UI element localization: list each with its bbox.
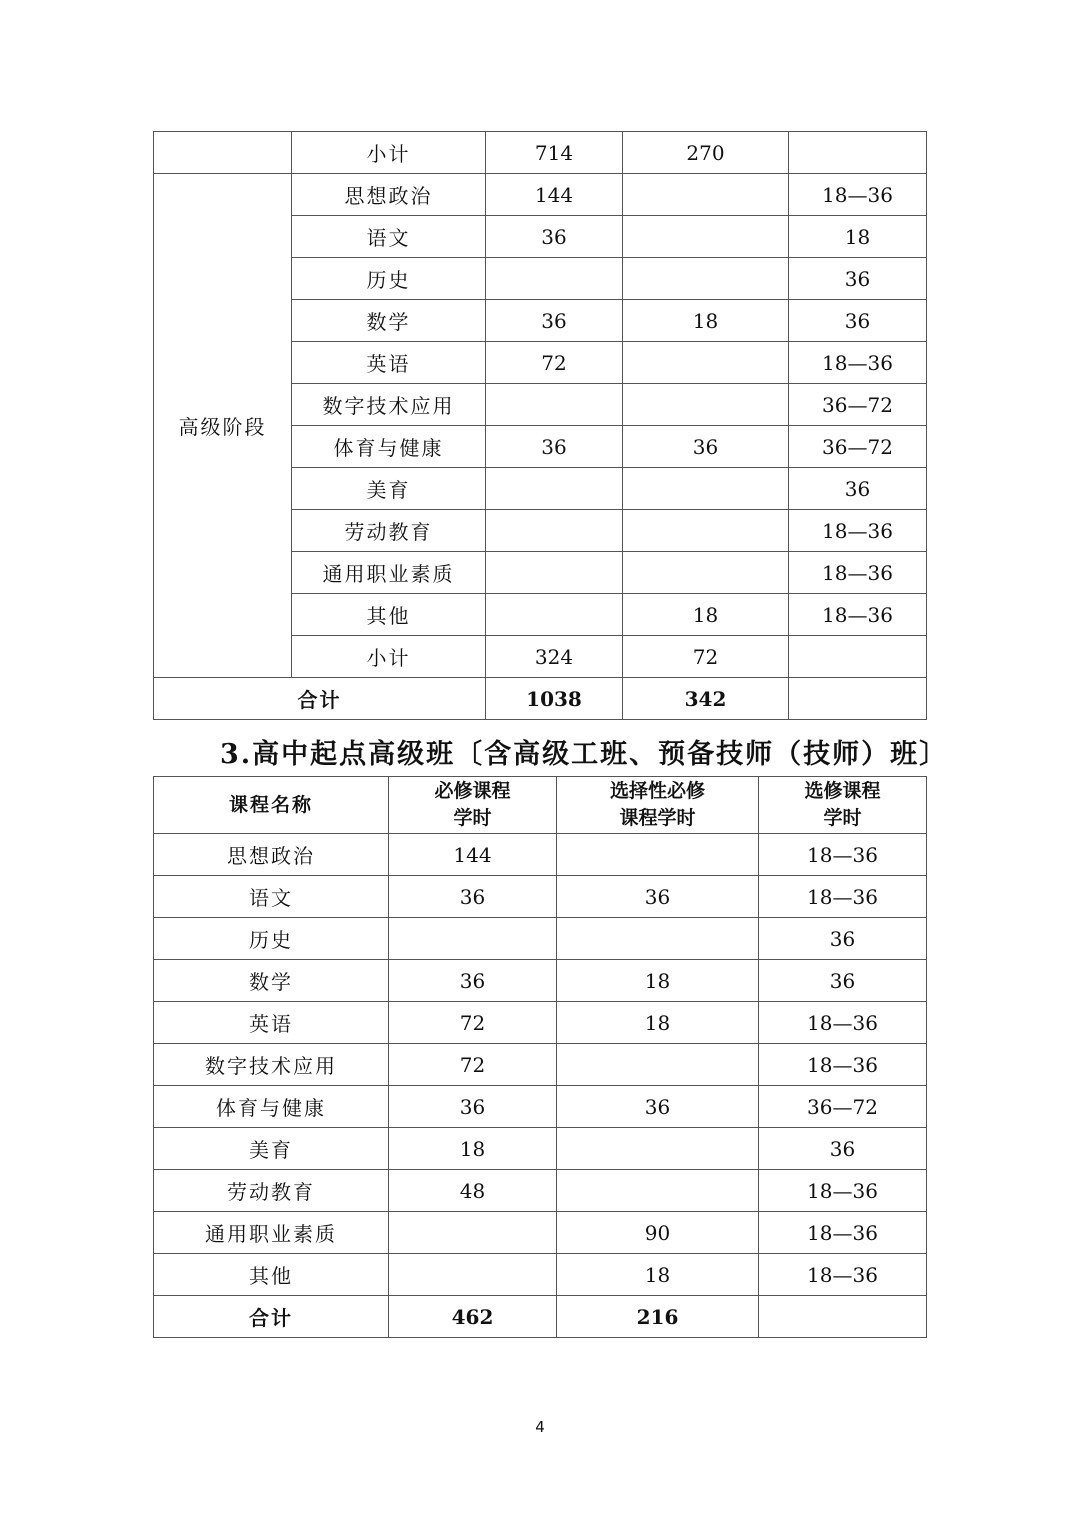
course-name: 体育与健康 — [292, 426, 486, 468]
header-line: 选修课程 — [804, 780, 881, 802]
required-hours — [486, 594, 623, 636]
elective-required-hours: 18 — [623, 300, 789, 342]
required-hours: 48 — [389, 1170, 557, 1212]
total-label: 合计 — [154, 1296, 389, 1338]
elective-required-hours — [623, 384, 789, 426]
elective-hours: 18—36 — [759, 1254, 927, 1296]
header-line: 选择性必修 — [609, 780, 705, 802]
elective-hours: 18—36 — [789, 342, 927, 384]
required-hours: 72 — [389, 1002, 557, 1044]
section-title: 3.高中起点高级班〔含高级工班、预备技师（技师）班〕 — [220, 739, 949, 770]
course-name: 英语 — [292, 342, 486, 384]
elective-hours: 18—36 — [789, 552, 927, 594]
required-hours: 36 — [486, 300, 623, 342]
total-required-hours: 462 — [389, 1296, 557, 1338]
elective-hours: 36—72 — [789, 384, 927, 426]
total-required-hours: 1038 — [486, 678, 623, 720]
course-name: 通用职业素质 — [292, 552, 486, 594]
course-name: 体育与健康 — [154, 1086, 389, 1128]
table-row — [154, 1170, 927, 1212]
elective-required-hours — [623, 510, 789, 552]
elective-required-hours: 36 — [557, 1086, 759, 1128]
required-hours: 36 — [486, 216, 623, 258]
total-elective-required-hours: 216 — [557, 1296, 759, 1338]
course-name: 其他 — [154, 1254, 389, 1296]
course-name: 思想政治 — [292, 174, 486, 216]
table-advanced-stage — [153, 131, 927, 720]
course-name: 数字技术应用 — [154, 1044, 389, 1086]
elective-hours: 36—72 — [789, 426, 927, 468]
table-row — [154, 132, 927, 174]
table-row — [154, 834, 927, 876]
elective-hours: 36 — [759, 1128, 927, 1170]
table-row — [154, 876, 927, 918]
elective-required-hours — [557, 1128, 759, 1170]
elective-required-hours — [623, 216, 789, 258]
elective-required-hours: 90 — [557, 1212, 759, 1254]
elective-hours: 36 — [789, 258, 927, 300]
required-hours — [389, 1212, 557, 1254]
required-hours — [486, 384, 623, 426]
table-row — [154, 1212, 927, 1254]
elective-required-hours — [623, 468, 789, 510]
elective-required-hours — [623, 342, 789, 384]
header-elective-hours — [759, 777, 927, 834]
course-name: 通用职业素质 — [154, 1212, 389, 1254]
total-elective-hours — [789, 678, 927, 720]
required-hours — [389, 1254, 557, 1296]
required-hours: 324 — [486, 636, 623, 678]
elective-hours: 18—36 — [789, 510, 927, 552]
elective-hours: 36—72 — [759, 1086, 927, 1128]
table-row — [154, 918, 927, 960]
stage-label: 高级阶段 — [154, 174, 292, 678]
elective-hours: 36 — [789, 300, 927, 342]
elective-hours: 36 — [759, 918, 927, 960]
header-line: 学时 — [823, 807, 862, 829]
total-label: 合计 — [154, 678, 486, 720]
elective-hours: 36 — [759, 960, 927, 1002]
table-row — [154, 1002, 927, 1044]
required-hours — [389, 918, 557, 960]
elective-hours: 36 — [789, 468, 927, 510]
elective-required-hours: 72 — [623, 636, 789, 678]
elective-required-hours: 18 — [557, 960, 759, 1002]
elective-hours: 18 — [789, 216, 927, 258]
required-hours: 36 — [389, 876, 557, 918]
elective-required-hours — [623, 552, 789, 594]
course-name: 劳动教育 — [292, 510, 486, 552]
required-hours — [486, 258, 623, 300]
elective-required-hours: 36 — [623, 426, 789, 468]
required-hours — [486, 468, 623, 510]
elective-hours — [789, 636, 927, 678]
required-hours: 144 — [486, 174, 623, 216]
elective-required-hours — [623, 258, 789, 300]
page-number: 4 — [535, 1418, 545, 1436]
elective-required-hours: 18 — [557, 1254, 759, 1296]
elective-required-hours — [557, 834, 759, 876]
course-name: 美育 — [154, 1128, 389, 1170]
table-cell — [154, 132, 292, 174]
header-required-hours — [389, 777, 557, 834]
table-row-total — [154, 678, 927, 720]
header-line: 课程学时 — [619, 807, 696, 829]
course-name: 小计 — [292, 132, 486, 174]
course-name: 语文 — [154, 876, 389, 918]
elective-hours: 18—36 — [759, 1212, 927, 1254]
table-high-school-advanced-class — [153, 776, 927, 1338]
required-hours — [486, 510, 623, 552]
table-row-total — [154, 1296, 927, 1338]
elective-hours: 18—36 — [759, 876, 927, 918]
elective-required-hours: 270 — [623, 132, 789, 174]
course-name: 其他 — [292, 594, 486, 636]
course-name: 语文 — [292, 216, 486, 258]
course-name: 历史 — [154, 918, 389, 960]
elective-hours: 18—36 — [759, 834, 927, 876]
header-line: 必修课程 — [434, 780, 511, 802]
course-name: 劳动教育 — [154, 1170, 389, 1212]
required-hours: 714 — [486, 132, 623, 174]
elective-hours: 18—36 — [759, 1170, 927, 1212]
total-elective-required-hours: 342 — [623, 678, 789, 720]
required-hours: 36 — [389, 960, 557, 1002]
course-name: 历史 — [292, 258, 486, 300]
course-name: 数学 — [292, 300, 486, 342]
elective-required-hours — [557, 1044, 759, 1086]
course-name: 美育 — [292, 468, 486, 510]
header-course-name: 课程名称 — [154, 777, 389, 834]
course-name: 数字技术应用 — [292, 384, 486, 426]
table-row — [154, 174, 927, 216]
required-hours: 144 — [389, 834, 557, 876]
elective-required-hours — [557, 918, 759, 960]
elective-required-hours — [623, 174, 789, 216]
table-row — [154, 960, 927, 1002]
header-elective-required-hours — [557, 777, 759, 834]
course-name: 数学 — [154, 960, 389, 1002]
elective-required-hours: 36 — [557, 876, 759, 918]
elective-hours: 18—36 — [789, 594, 927, 636]
elective-hours: 18—36 — [759, 1044, 927, 1086]
total-elective-hours — [759, 1296, 927, 1338]
required-hours — [486, 552, 623, 594]
elective-hours: 18—36 — [789, 174, 927, 216]
elective-required-hours — [557, 1170, 759, 1212]
table-header-row — [154, 777, 927, 834]
table-row — [154, 1254, 927, 1296]
course-name: 英语 — [154, 1002, 389, 1044]
elective-required-hours: 18 — [557, 1002, 759, 1044]
elective-required-hours: 18 — [623, 594, 789, 636]
table-row — [154, 1128, 927, 1170]
table-row — [154, 1086, 927, 1128]
elective-hours — [789, 132, 927, 174]
required-hours: 72 — [486, 342, 623, 384]
required-hours: 18 — [389, 1128, 557, 1170]
required-hours: 72 — [389, 1044, 557, 1086]
table-row — [154, 1044, 927, 1086]
required-hours: 36 — [389, 1086, 557, 1128]
header-line: 学时 — [453, 807, 492, 829]
course-name: 小计 — [292, 636, 486, 678]
elective-hours: 18—36 — [759, 1002, 927, 1044]
required-hours: 36 — [486, 426, 623, 468]
course-name: 思想政治 — [154, 834, 389, 876]
